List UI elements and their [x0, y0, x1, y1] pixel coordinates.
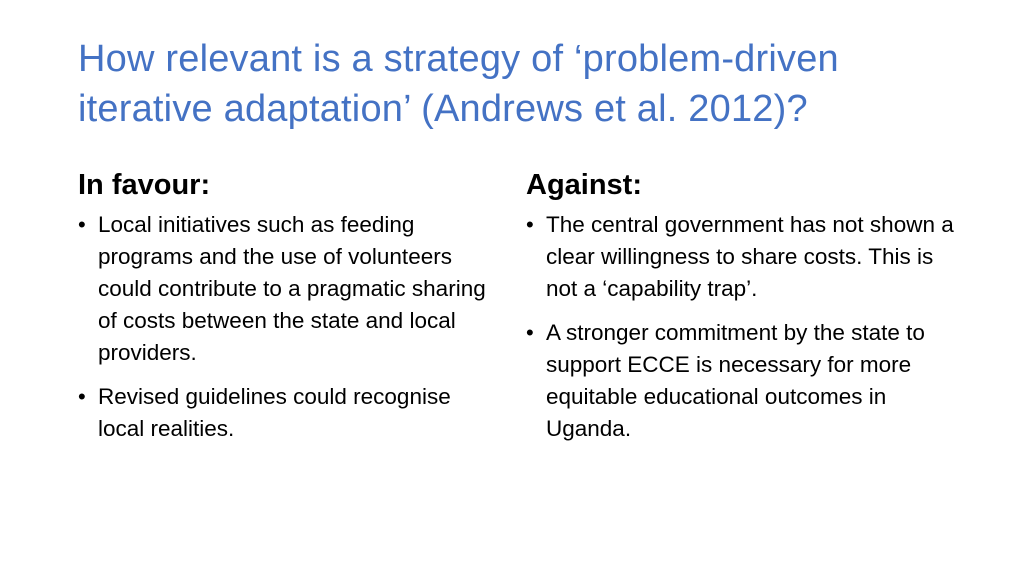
against-heading: Against:: [526, 169, 642, 201]
list-item: [526, 317, 956, 445]
list-item-text: Local initiatives such as feeding programs and the use of volunteers could contribute to a pragmatic sharing of costs between the state and local providers.: [98, 212, 486, 365]
list-item-text: Revised guidelines could recognise local realities.: [98, 384, 451, 441]
in-favour-column: [78, 163, 498, 457]
list-item: [526, 209, 956, 305]
against-column: [526, 163, 956, 457]
in-favour-list: [78, 209, 498, 445]
slide-title: How relevant is a strategy of ‘problem-driven iterative adaptation’ (Andrews et al. 2012)?: [78, 38, 839, 130]
list-item-text: The central government has not shown a clear willingness to share costs. This is not a ‘capability trap’.: [546, 212, 954, 301]
bullet-icon: •: [526, 212, 534, 237]
bullet-icon: •: [78, 384, 86, 409]
against-list: [526, 209, 956, 445]
list-item-text: A stronger commitment by the state to support ECCE is necessary for more equitable educational outcomes in Uganda.: [546, 320, 925, 441]
bullet-icon: •: [526, 320, 534, 345]
list-item: [78, 381, 498, 445]
bullet-icon: •: [78, 212, 86, 237]
in-favour-heading: In favour:: [78, 169, 211, 201]
list-item: [78, 209, 498, 369]
